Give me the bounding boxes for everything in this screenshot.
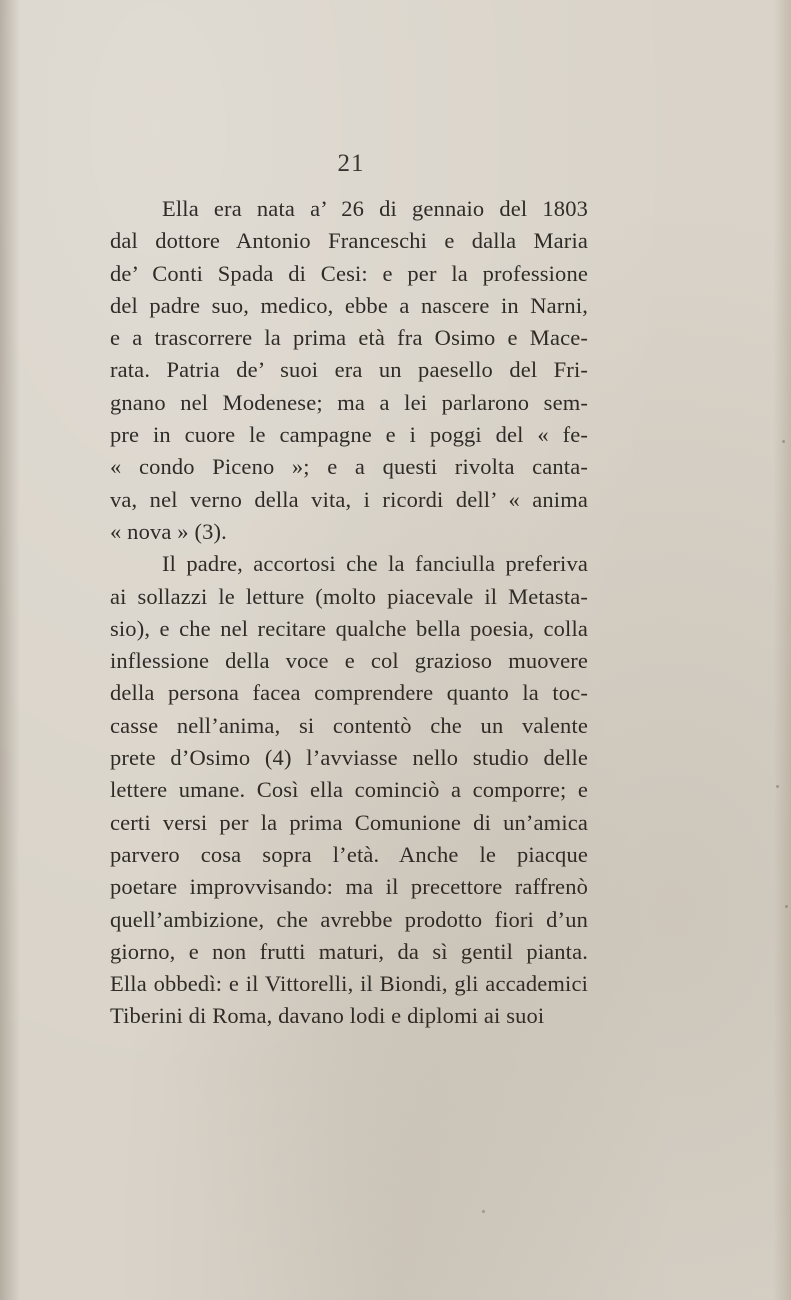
text-line: della persona facea comprendere quanto la toc-: [110, 680, 588, 706]
paragraph: [110, 193, 588, 548]
text-line: rata. Patria de’ suoi era un paesello del Fri-: [110, 357, 588, 383]
text-line: e a trascorrere la prima età fra Osimo e Mace-: [110, 325, 588, 351]
text-line: gnano nel Modenese; ma a lei parlarono sem-: [110, 389, 588, 415]
text-line: prete d’Osimo (4) l’avviasse nello studio delle: [110, 745, 588, 771]
page-number: 21: [337, 150, 365, 177]
paragraph: [110, 548, 588, 1032]
text-line: del padre suo, medico, ebbe a nascere in Narni,: [110, 292, 588, 318]
text-line: « condo Piceno »; e a questi rivolta canta-: [110, 454, 588, 480]
body-text: [110, 193, 588, 1033]
paper-speck: [782, 440, 785, 443]
text-line: « nova » (3).: [110, 518, 227, 544]
paper-speck: [482, 1210, 485, 1213]
text-line: inflessione della voce e col grazioso muovere: [110, 648, 588, 674]
text-line: certi versi per la prima Comunione di un’amica: [110, 809, 588, 835]
text-line: de’ Conti Spada di Cesi: e per la professione: [110, 260, 588, 286]
text-line: ai sollazzi le letture (molto piacevale il Metasta-: [110, 583, 588, 609]
paper-speck: [776, 785, 779, 788]
binding-shadow: [0, 0, 20, 1300]
text-line: poetare improvvisando: ma il precettore raffrenò: [110, 874, 588, 900]
page-edge: [773, 0, 791, 1300]
text-line: Tiberini di Roma, davano lodi e diplomi ai suoi: [110, 1003, 545, 1029]
text-line: quell’ambizione, che avrebbe prodotto fiori d’un: [110, 906, 588, 932]
text-line: lettere umane. Così ella cominciò a comporre; e: [110, 777, 588, 803]
text-line: pre in cuore le campagne e i poggi del « fe-: [110, 422, 588, 448]
text-line: casse nell’anima, si contentò che un valente: [110, 712, 588, 738]
text-line: dal dottore Antonio Franceschi e dalla Maria: [110, 228, 588, 254]
text-line: Il padre, accortosi che la fanciulla preferiva: [162, 551, 588, 577]
text-line: sio), e che nel recitare qualche bella poesia, colla: [110, 615, 588, 641]
text-line: giorno, e non frutti maturi, da sì gentil pianta.: [110, 938, 588, 964]
text-line: parvero cosa sopra l’età. Anche le piacque: [110, 841, 588, 867]
text-line: Ella era nata a’ 26 di gennaio del 1803: [162, 196, 588, 221]
text-line: va, nel verno della vita, i ricordi dell’ « anima: [110, 486, 588, 512]
text-line: Ella obbedì: e il Vittorelli, il Biondi, gli accademici: [110, 971, 588, 997]
paper-speck: [785, 905, 788, 908]
